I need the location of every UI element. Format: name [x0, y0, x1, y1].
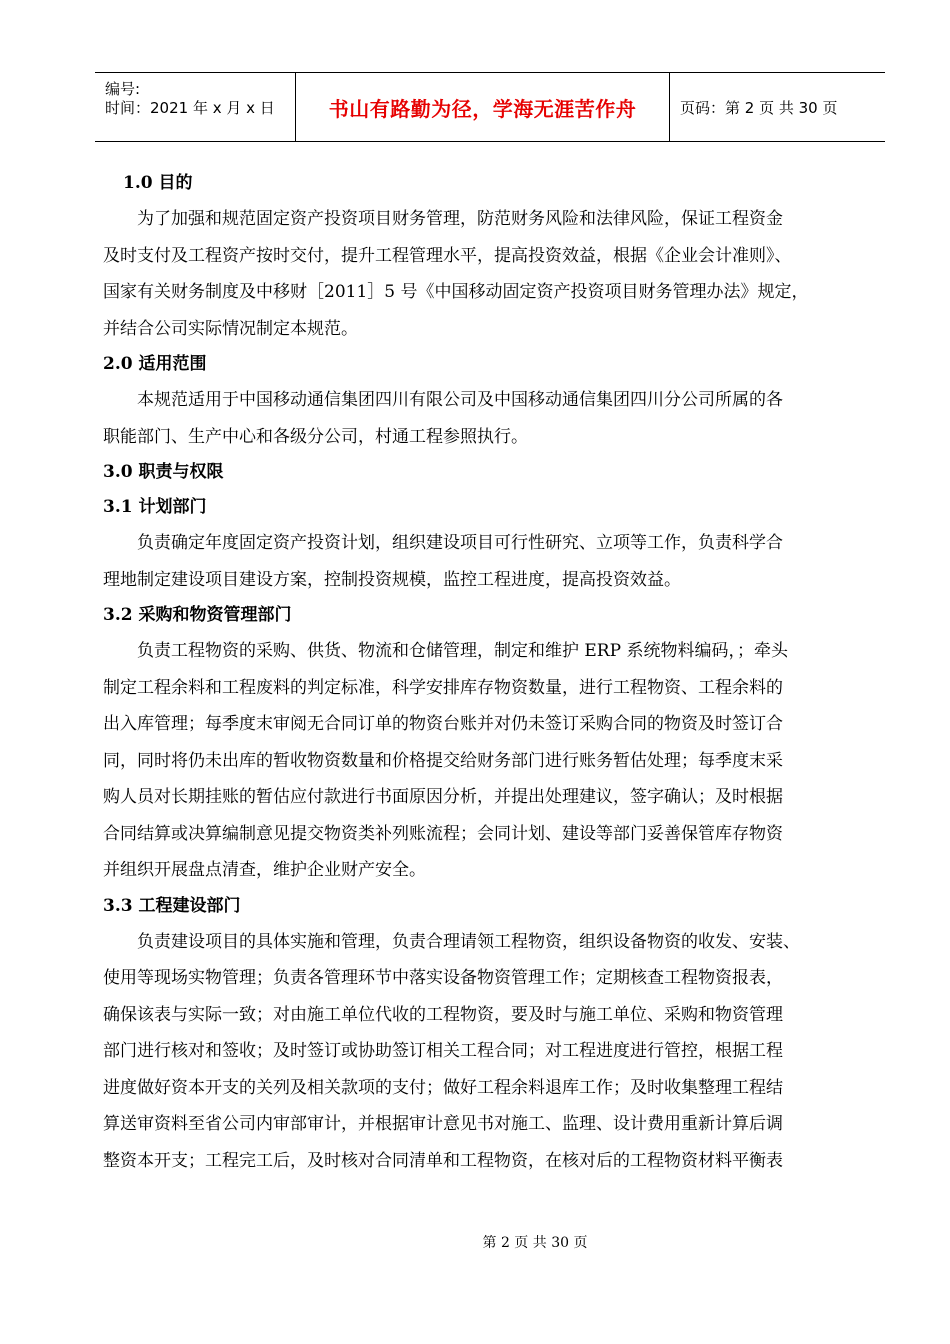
- text-line: 部门进行核对和签收；及时签订或协助签订相关工程合同；对工程进度进行管控，根据工程: [103, 1041, 783, 1061]
- page-footer: [0, 1232, 950, 1252]
- text-line: 职能部门、生产中心和各级分公司，村通工程参照执行。: [103, 426, 528, 447]
- header-page-label: 页码：第 2 页 共 30 页: [680, 98, 838, 117]
- text-line: 负责确定年度固定资产投资计划，组织建设项目可行性研究、立项等工作，负责科学合: [137, 533, 783, 553]
- text-line: 购人员对长期挂账的暂估应付款进行书面原因分析，并提出处理建议，签字确认；及时根据: [103, 787, 783, 807]
- section-heading-responsibilities: 3.0 职责与权限: [103, 462, 224, 482]
- paragraph-scope: [103, 382, 883, 455]
- text-line: 进度做好资本开支的关列及相关款项的支付；做好工程余料退库工作；及时收集整理工程结: [103, 1077, 783, 1098]
- document-number-label: 编号:: [105, 80, 141, 98]
- paragraph-procurement: [103, 633, 883, 889]
- paragraph-purpose: [103, 201, 883, 347]
- text-line: 并结合公司实际情况制定本规范。: [103, 318, 358, 339]
- text-line: 出入库管理；每季度末审阅无合同订单的物资台账并对仍未签订采购合同的物资及时签订合: [103, 714, 783, 734]
- header-motto: 书山有路勤为径，学海无涯苦作舟: [328, 96, 637, 121]
- text-line: 同，同时将仍未出库的暂收物资数量和价格提交给财务部门进行账务暂估处理；每季度末采: [103, 750, 783, 771]
- paragraph-construction: [103, 924, 883, 1180]
- header-meta-cell: [95, 73, 295, 141]
- text-line: 确保该表与实际一致；对由施工单位代收的工程物资，要及时与施工单位、采购和物资管理: [103, 1004, 783, 1025]
- section-heading-construction: 3.3 工程建设部门: [103, 895, 241, 916]
- text-line: 及时支付及工程资产按时交付，提升工程管理水平，提高投资效益，根据《企业会计准则》、: [103, 245, 792, 266]
- text-line: 制定工程余料和工程废料的判定标准，科学安排库存物资数量，进行工程物资、工程余料的: [103, 677, 783, 698]
- text-line: 使用等现场实物管理；负责各管理环节中落实设备物资管理工作；定期核查工程物资报表，: [103, 968, 783, 988]
- footer-page-number: 第 2 页 共 30 页: [482, 1235, 588, 1251]
- text-line: 整资本开支；工程完工后，及时核对合同清单和工程物资，在核对后的工程物资材料平衡表: [103, 1150, 783, 1171]
- document-time-label: 时间：2021 年 x 月 x 日: [105, 99, 275, 117]
- section-heading-scope: 2.0 适用范围: [103, 354, 207, 374]
- text-line: 本规范适用于中国移动通信集团四川有限公司及中国移动通信集团四川分公司所属的各: [137, 390, 783, 410]
- document-body: [103, 166, 883, 1179]
- header-page-cell: [670, 73, 885, 141]
- text-line: 算送审资料至省公司内审部审计，并根据审计意见书对施工、监理、设计费用重新计算后调: [103, 1114, 783, 1134]
- section-heading-planning: 3.1 计划部门: [103, 497, 207, 517]
- text-line: 国家有关财务制度及中移财［2011］5 号《中国移动固定资产投资项目财务管理办法》规定，: [103, 282, 809, 302]
- paragraph-planning: [103, 525, 883, 598]
- text-line: 负责建设项目的具体实施和管理，负责合理请领工程物资，组织设备物资的收发、安装、: [137, 931, 800, 952]
- text-line: 并组织开展盘点清查，维护企业财产安全。: [103, 860, 426, 880]
- section-heading-purpose: 1.0 目的: [123, 173, 193, 193]
- document-header: [95, 72, 885, 142]
- header-motto-cell: [295, 73, 670, 141]
- text-line: 为了加强和规范固定资产投资项目财务管理，防范财务风险和法律风险，保证工程资金: [137, 209, 783, 229]
- section-heading-procurement: 3.2 采购和物资管理部门: [103, 605, 292, 625]
- text-line: 负责工程物资的采购、供货、物流和仓储管理，制定和维护 ERP 系统物料编码，；牵头: [137, 641, 788, 661]
- text-line: 合同结算或决算编制意见提交物资类补列账流程；会同计划、建设等部门妥善保管库存物资: [103, 823, 783, 844]
- text-line: 理地制定建设项目建设方案，控制投资规模，监控工程进度，提高投资效益。: [103, 569, 681, 590]
